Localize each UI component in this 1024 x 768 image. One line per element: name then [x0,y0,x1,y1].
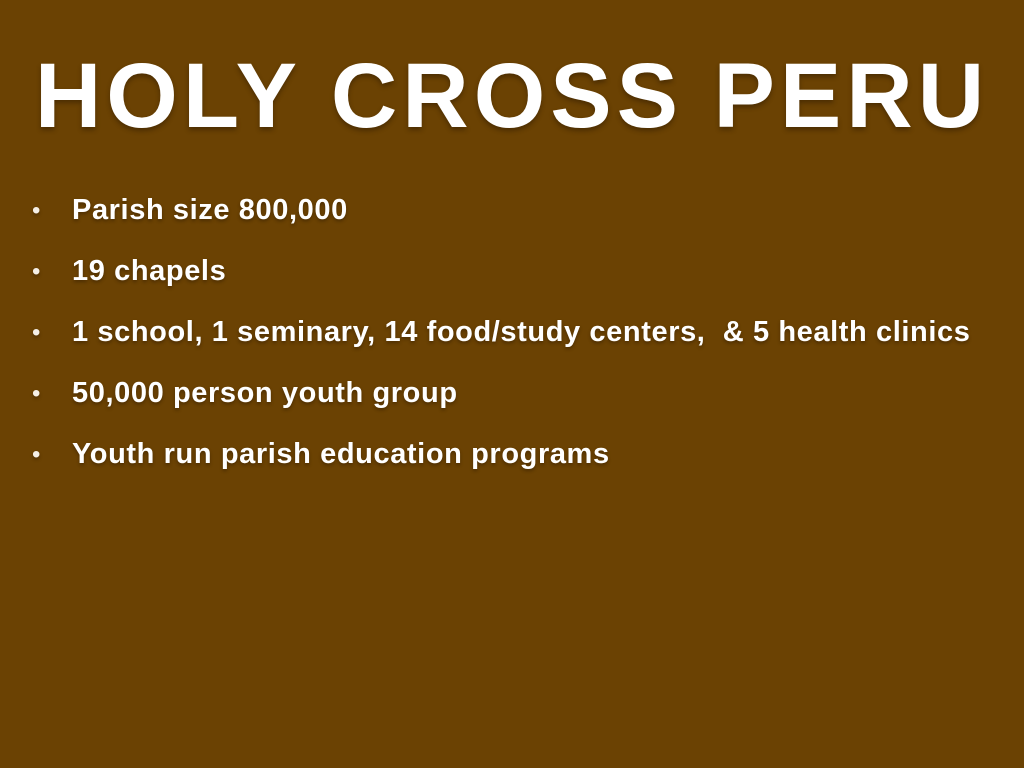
bullet-dot-icon: • [32,319,41,346]
bullet-text: 19 chapels [72,255,227,287]
bullet-dot-icon: • [32,258,41,285]
slide-title: HOLY CROSS PERU [34,45,990,147]
bullet-text: 50,000 person youth group [72,377,458,409]
bullet-list [28,196,994,501]
bullet-item [28,379,994,408]
bullet-dot-icon: • [32,380,41,407]
bullet-dot-icon: • [32,441,41,468]
bullet-item [28,257,994,286]
bullet-text: Youth run parish education programs [72,438,610,470]
bullet-item [28,440,994,469]
bullet-dot-icon: • [32,197,41,224]
bullet-item [28,196,994,225]
bullet-text: Parish size 800,000 [72,194,348,226]
bullet-item [28,318,994,347]
bullet-text: 1 school, 1 seminary, 14 food/study centers, & 5 health clinics [72,316,971,348]
